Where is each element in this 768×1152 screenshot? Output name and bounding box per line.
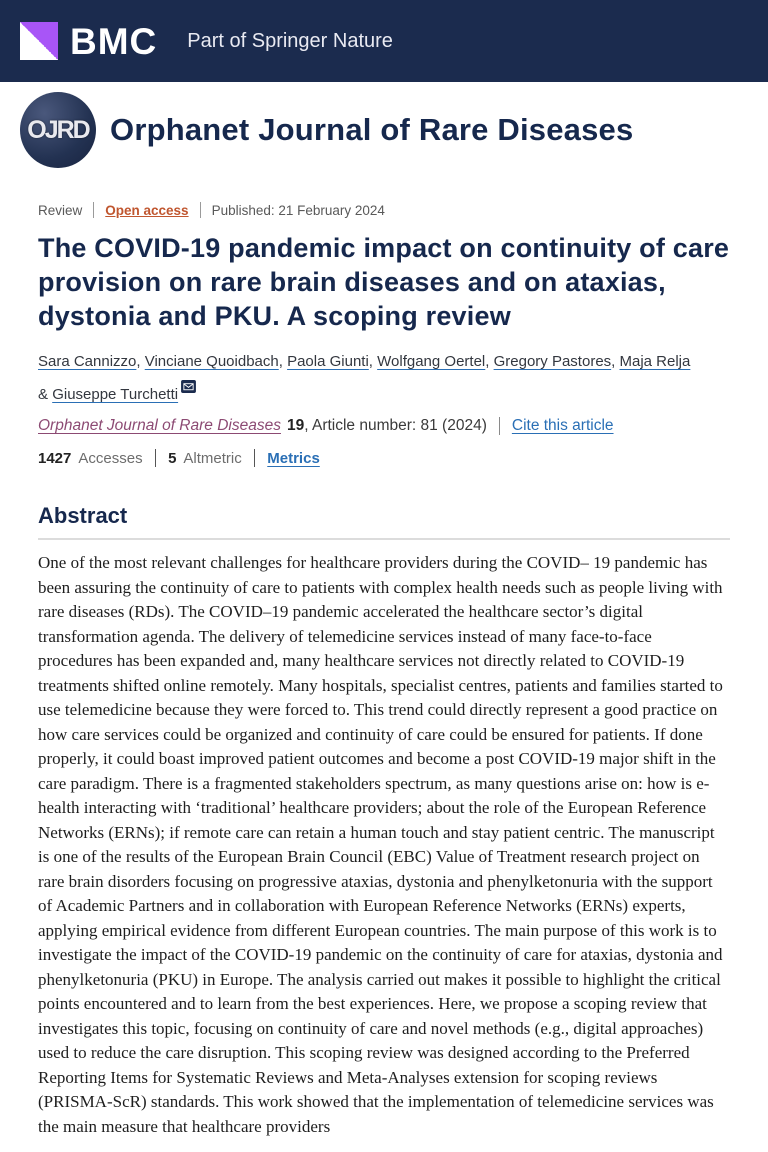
author-link[interactable]: Paola Giunti — [287, 353, 369, 370]
abstract-heading: Abstract — [38, 503, 128, 528]
metrics-separator — [254, 449, 256, 467]
open-access-link[interactable]: Open access — [105, 202, 189, 218]
email-envelope-icon[interactable] — [181, 375, 196, 402]
author-separator: , — [368, 353, 378, 370]
meta-separator — [93, 202, 94, 218]
bmc-logo-icon[interactable] — [20, 22, 58, 60]
author-separator: , — [136, 353, 145, 370]
author-link[interactable]: Wolfgang Oertel — [377, 353, 486, 370]
citation-line — [38, 417, 730, 435]
accesses-count: 1427 — [38, 449, 72, 467]
ojrd-logo-icon[interactable] — [20, 92, 96, 168]
springer-nature-tagline: Part of Springer Nature — [187, 29, 393, 52]
article-number-label: , Article number: 81 (2024) — [304, 417, 487, 434]
author-link[interactable]: Maja Relja — [619, 353, 691, 370]
article-meta-line — [38, 202, 730, 218]
journal-banner — [0, 82, 768, 178]
volume-number: 19 — [286, 417, 305, 434]
journal-title-link[interactable]: Orphanet Journal of Rare Diseases — [110, 112, 634, 147]
author-separator: & — [38, 386, 53, 403]
metrics-line — [38, 449, 730, 467]
published-date-label: Published: 21 February 2024 — [211, 202, 385, 218]
meta-separator — [200, 202, 201, 218]
author-separator: , — [485, 353, 494, 370]
author-link[interactable]: Giuseppe Turchetti — [52, 386, 179, 403]
altmetric-count: 5 — [168, 449, 177, 467]
author-link[interactable]: Gregory Pastores — [493, 353, 612, 370]
journal-citation-link[interactable]: Orphanet Journal of Rare Diseases — [38, 417, 281, 434]
article-content — [0, 202, 768, 1139]
article-title: The COVID-19 pandemic impact on continuity of care provision on rare brain diseases and on ataxias, dystonia and PKU. A scoping review — [38, 233, 730, 331]
cite-this-article-link[interactable]: Cite this article — [511, 417, 614, 434]
citation-separator — [499, 417, 500, 435]
bmc-top-bar — [0, 0, 768, 82]
altmetric-label: Altmetric — [183, 449, 242, 467]
abstract-divider — [38, 538, 730, 540]
ojrd-logo-text: OJRD — [27, 115, 89, 144]
metrics-separator — [155, 449, 157, 467]
article-type-label: Review — [38, 202, 83, 218]
abstract-body-text: One of the most relevant challenges for healthcare providers during the COVID– 19 pandemic has been assuring the continuity of care to patients with complex health needs such as people living with rare diseases (RDs). The COVID–19 pandemic accelerated the healthcare sector’s digital transformation agenda. The delivery of telemedicine services instead of many face-to-face procedures has been expanded and, many healthcare services not directly related to COVID-19 treatments shifted online remotely. Many hospitals, specialist centres, patients and families started to use telemedicine because they were forced to. This trend could directly represent a good practice on how care services could be organized and continuity of care could be ensured for patients. If done properly, it could boast improved patient outcomes and become a post COVID-19 major shift in the care paradigm. There is a fragmented stakeholders spectrum, as many questions arise on: how is e-health interacting with ‘traditional’ healthcare providers; about the role of the European Reference Networks (ERNs); if remote care can retain a human touch and stay patient centric. The manuscript is one of the results of the European Brain Council (EBC) Value of Treatment research project on rare brain disorders focusing on progressive ataxias, dystonia and phenylketonuria with the support of Academic Partners and in collaboration with European Reference Networks (ERNs) experts, applying empirical evidence from different European countries. The main purpose of this work is to investigate the impact of the COVID-19 pandemic on the continuity of care for ataxias, dystonia and phenylketonuria (PKU) in Europe. The analysis carried out makes it possible to highlight the critical points encountered and to learn from the best experiences. Here, we propose a scoping review that investigates this topic, focusing on continuity of care and novel methods (e.g., digital approaches) used to reduce the care disruption. This scoping review was designed according to the Preferred Reporting Items for Systematic Reviews and Meta-Analyses extension for scoping reviews (PRISMA-ScR) standards. This work showed that the implementation of telemedicine services was the main measure that healthcare providers — [38, 553, 723, 1136]
metrics-link[interactable]: Metrics — [267, 449, 320, 467]
bmc-wordmark[interactable]: BMC — [70, 20, 158, 62]
author-link[interactable]: Sara Cannizzo — [38, 353, 137, 370]
author-separator: , — [278, 353, 288, 370]
author-link[interactable]: Vinciane Quoidbach — [144, 353, 279, 370]
author-separator: , — [611, 353, 620, 370]
author-list — [38, 348, 698, 408]
accesses-label: Accesses — [78, 449, 143, 467]
